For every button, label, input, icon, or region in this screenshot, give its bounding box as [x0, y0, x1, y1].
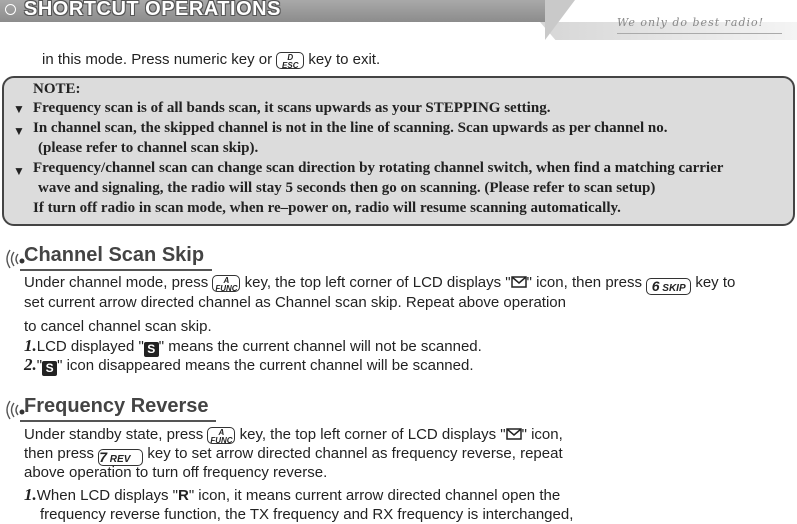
envelope-icon [506, 428, 522, 440]
section-title-frequency-reverse: Frequency Reverse [24, 395, 209, 417]
header-tail [545, 0, 575, 40]
skip-s-icon: S [144, 342, 159, 357]
note-title: NOTE: [33, 81, 81, 97]
skip-s-icon: S [42, 361, 57, 376]
reverse-paragraph-line-3: above operation to turn off frequency reverse. [24, 464, 328, 481]
signal-waves-icon [2, 248, 26, 270]
note-bullet-3-line-2: wave and signaling, the radio will stay 5 seconds then go on scanning. (Please refer to scan setup) [38, 180, 656, 196]
section-underline [20, 269, 212, 271]
triangle-bullet-icon: ▼ [13, 164, 25, 178]
rev-key-icon: 7 REV [98, 449, 143, 466]
intro-text-after: key to exit. [304, 51, 381, 68]
triangle-bullet-icon: ▼ [13, 102, 25, 116]
skip-item-1: 1.LCD displayed " S " means the current channel will not be scanned. [24, 336, 482, 356]
reverse-item-1: 1.When LCD displays "R" icon, it means current arrow directed channel open the [24, 485, 561, 504]
intro-line [42, 50, 380, 69]
reverse-item-1-line-2: frequency reverse function, the TX frequency and RX frequency is interchanged, [40, 506, 574, 523]
note-bullet-2-line-2: (please refer to channel scan skip). [38, 140, 259, 156]
skip-paragraph-line-3: to cancel channel scan skip. [24, 318, 212, 335]
note-line-5: If turn off radio in scan mode, when re–power on, radio will resume scanning automatically. [33, 200, 621, 216]
header-title: SHORTCUT OPERATIONS [24, 0, 281, 20]
func-key-icon: A FUNC [207, 427, 235, 444]
reverse-paragraph-line-1: Under standby state, press A FUNC key, the top left corner of LCD displays " " icon, [24, 426, 563, 445]
note-box [2, 76, 795, 226]
section-title-channel-scan-skip: Channel Scan Skip [24, 244, 205, 266]
skip-paragraph-line-2: set current arrow directed channel as Channel scan skip. Repeat above operation [24, 294, 566, 311]
reverse-paragraph-line-2: then press 7 REV key to set arrow directed channel as frequency reverse, repeat [24, 445, 563, 465]
section-underline [20, 420, 216, 422]
note-bullet-1: Frequency scan is of all bands scan, it scans upwards as your STEPPING setting. [33, 100, 551, 116]
envelope-icon [511, 276, 527, 288]
note-bullet-3-line-1: Frequency/channel scan can change scan direction by rotating channel switch, when find a matching carrier [33, 160, 724, 176]
slogan: We only do best radio! [617, 16, 765, 29]
page-header [0, 0, 797, 40]
slogan-underline [617, 33, 782, 34]
reverse-r-icon: R [177, 487, 189, 504]
skip-paragraph-line-1: Under channel mode, press A FUNC key, the top left corner of LCD displays " " icon, then press 6 SKIP key to [24, 274, 736, 294]
skip-key-icon: 6 SKIP [646, 278, 691, 295]
intro-text-before: in this mode. Press numeric key or [42, 51, 277, 68]
skip-item-2: 2." S " icon disappeared means the current channel will be scanned. [24, 355, 474, 375]
note-bullet-2-line-1: In channel scan, the skipped channel is not in the line of scanning. Scan upwards as per channel no. [33, 120, 668, 136]
circle-bullet-icon [5, 4, 16, 15]
func-key-icon: A FUNC [212, 275, 240, 292]
esc-key-icon: D ESC [276, 52, 304, 69]
triangle-bullet-icon: ▼ [13, 124, 25, 138]
signal-waves-icon [2, 399, 26, 421]
